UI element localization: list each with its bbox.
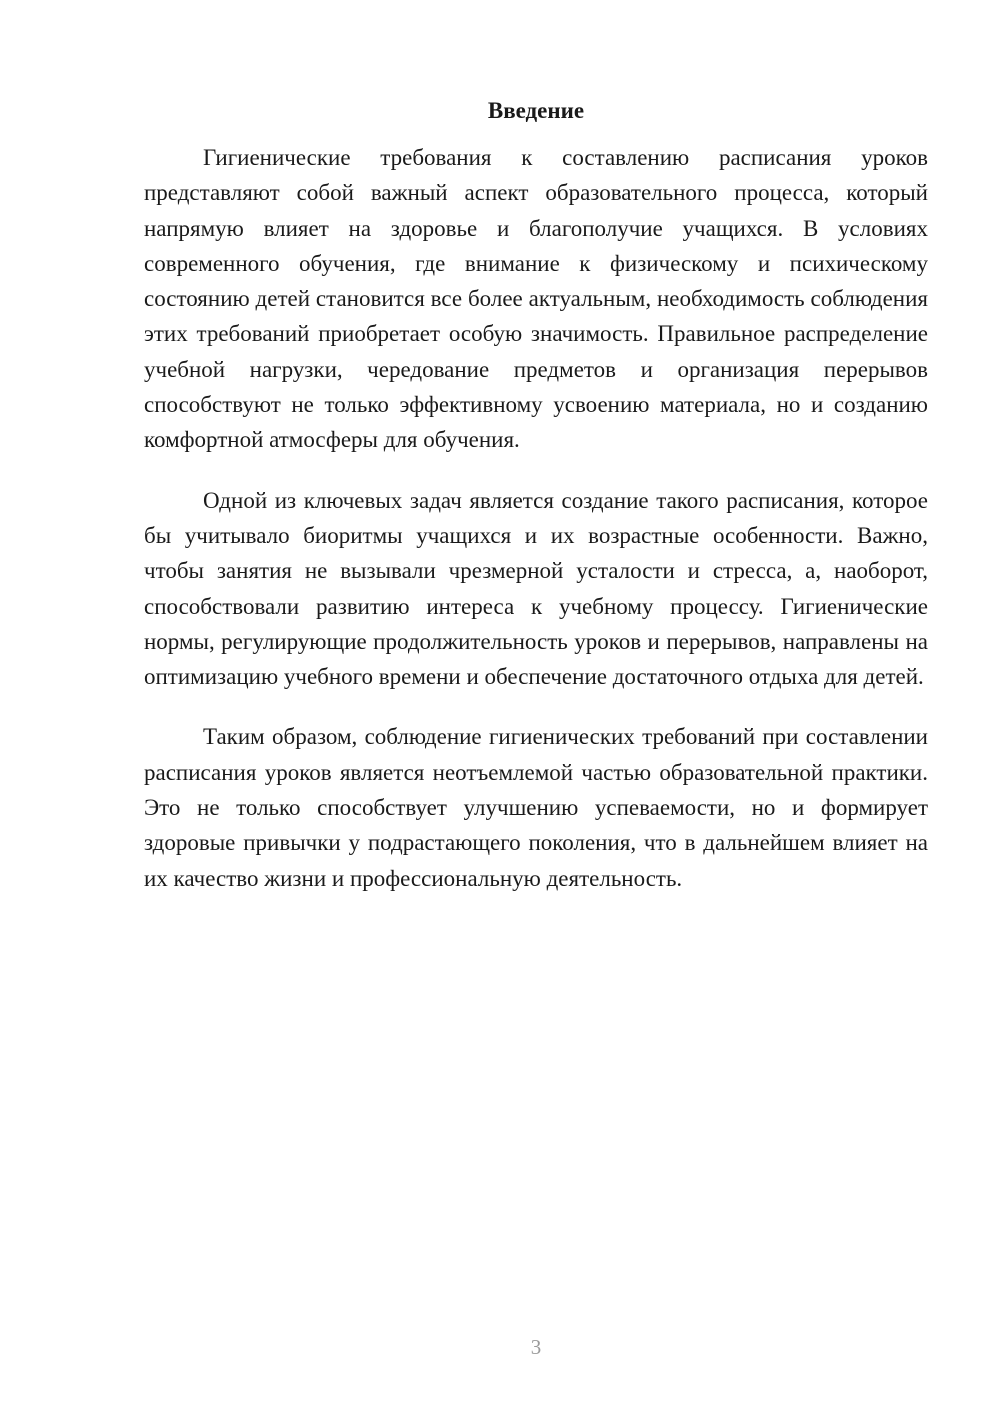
paragraph-2: Одной из ключевых задач является создание такого расписания, которое бы учитывало биоритмы учащихся и их возрастные особенности. Важно, чтобы занятия не вызывали чрезмерной усталости и стресса, а, наоборот, способствовали развитию интереса к учебному процессу. Гигиенические нормы, регулирующие продолжительность уроков и перерывов, направлены на оптимизацию учебного времени и обеспечение достаточного отдыха для детей.: [144, 487, 928, 690]
page-title: Введение: [487, 98, 585, 123]
paragraph-1: Гигиенические требования к составлению расписания уроков представляют собой важный аспект образовательного процесса, который напрямую влияет на здоровье и благополучие учащихся. В условиях современного обучения, где внимание к физическому и психическому состоянию детей становится все более актуальным, необходимость соблюдения этих требований приобретает особую значимость. Правильное распределение учебной нагрузки, чередование предметов и организация перерывов способствуют не только эффективному усвоению материала, но и созданию комфортной атмосферы для обучения.: [144, 145, 928, 453]
paragraph-3: Таким образом, соблюдение гигиенических требований при составлении расписания уроков является неотъемлемой частью образовательной практики. Это не только способствует улучшению успеваемости, но и формирует здоровые привычки у подрастающего поколения, что в дальнейшем влияет на их качество жизни и профессиональную деятельность.: [144, 724, 928, 891]
page-number: 3: [530, 1335, 542, 1359]
document-body: [144, 140, 928, 921]
